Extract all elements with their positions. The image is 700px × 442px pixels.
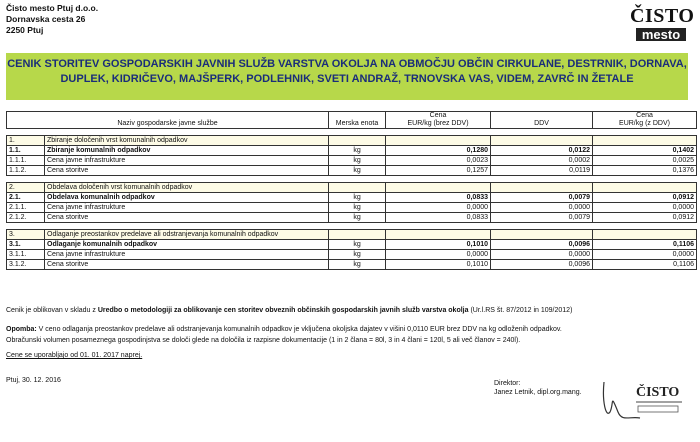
section-number: 1. <box>7 136 45 146</box>
signature-role: Direktor: <box>494 380 521 387</box>
row-total: 0,0000 <box>593 203 697 213</box>
header-unit: Merska enota <box>329 112 386 129</box>
row-vat: 0,0122 <box>491 146 593 156</box>
row-vat: 0,0079 <box>491 193 593 203</box>
section-spacer <box>7 129 697 136</box>
row-price: 0,1010 <box>386 240 491 250</box>
row-total: 0,1402 <box>593 146 697 156</box>
spacer-cell <box>45 223 329 230</box>
row-vat: 0,0000 <box>491 250 593 260</box>
empty-cell <box>593 230 697 240</box>
empty-cell <box>386 136 491 146</box>
spacer-cell <box>45 129 329 136</box>
spacer-cell <box>386 223 491 230</box>
row-name: Cena javne infrastrukture <box>45 156 329 166</box>
empty-cell <box>329 136 386 146</box>
row-price: 0,1257 <box>386 166 491 176</box>
row-unit: kg <box>329 213 386 223</box>
row-vat: 0,0002 <box>491 156 593 166</box>
row-unit: kg <box>329 240 386 250</box>
row-number: 3.1. <box>7 240 45 250</box>
spacer-cell <box>593 223 697 230</box>
empty-cell <box>386 230 491 240</box>
section-row <box>7 183 697 193</box>
row-name: Zbiranje komunalnih odpadkov <box>45 146 329 156</box>
row-name: Cena storitve <box>45 166 329 176</box>
spacer-cell <box>491 129 593 136</box>
row-total: 0,0000 <box>593 250 697 260</box>
row-name: Obdelava komunalnih odpadkov <box>45 193 329 203</box>
row-number: 1.1.2. <box>7 166 45 176</box>
document-title-banner <box>6 53 688 100</box>
row-unit: kg <box>329 156 386 166</box>
table-row <box>7 146 697 156</box>
table-row <box>7 250 697 260</box>
row-unit: kg <box>329 260 386 270</box>
title-line-2: DUPLEK, KIDRIČEVO, MAJŠPERK, PODLEHNIK, SVETI ANDRAŽ, TRNOVSKA VAS, VIDEM, ZAVRČ IN ŽETALE <box>60 73 634 85</box>
stamp-box <box>638 406 678 412</box>
spacer-cell <box>7 223 45 230</box>
empty-cell <box>491 136 593 146</box>
row-unit: kg <box>329 193 386 203</box>
company-logo <box>630 5 695 42</box>
empty-cell <box>329 183 386 193</box>
spacer-cell <box>45 176 329 183</box>
row-price: 0,0833 <box>386 193 491 203</box>
row-vat: 0,0096 <box>491 240 593 250</box>
row-price: 0,0000 <box>386 203 491 213</box>
spacer-cell <box>7 129 45 136</box>
row-vat: 0,0119 <box>491 166 593 176</box>
empty-cell <box>329 230 386 240</box>
legal-basis-note: Cenik je oblikovan v skladu z Uredbo o metodologiji za oblikovanje cen storitev obveznih občinskih gospodarskih javnih služb varstva okolja (Ur.l.RS št. 87/2012 in 109/2012) <box>6 307 573 314</box>
spacer-cell <box>491 176 593 183</box>
section-title: Obdelava določenih vrst komunalnih odpadkov <box>45 183 329 193</box>
header-name: Naziv gospodarske javne službe <box>7 112 329 129</box>
table-row <box>7 203 697 213</box>
section-number: 2. <box>7 183 45 193</box>
row-name: Cena storitve <box>45 260 329 270</box>
validity-note: Cene se uporabljajo od 01. 01. 2017 naprej. <box>6 352 143 359</box>
row-unit: kg <box>329 250 386 260</box>
header-total: Cena EUR/kg (z DDV) <box>593 112 697 129</box>
row-total: 0,1106 <box>593 260 697 270</box>
spacer-cell <box>329 129 386 136</box>
section-spacer <box>7 223 697 230</box>
empty-cell <box>593 183 697 193</box>
signature-block <box>494 379 582 397</box>
row-unit: kg <box>329 166 386 176</box>
price-table <box>6 111 697 270</box>
row-vat: 0,0000 <box>491 203 593 213</box>
spacer-cell <box>329 176 386 183</box>
header-price: Cena EUR/kg (brez DDV) <box>386 112 491 129</box>
spacer-cell <box>386 129 491 136</box>
row-number: 3.1.2. <box>7 260 45 270</box>
row-name: Cena storitve <box>45 213 329 223</box>
empty-cell <box>386 183 491 193</box>
row-price: 0,1280 <box>386 146 491 156</box>
section-row <box>7 136 697 146</box>
row-price: 0,1010 <box>386 260 491 270</box>
row-name: Cena javne infrastrukture <box>45 203 329 213</box>
row-total: 0,0912 <box>593 213 697 223</box>
row-total: 0,0912 <box>593 193 697 203</box>
logo-word-cisto: ČISTO <box>630 5 695 27</box>
table-header-row <box>7 112 697 129</box>
row-unit: kg <box>329 203 386 213</box>
table-row <box>7 193 697 203</box>
section-title: Zbiranje določenih vrst komunalnih odpadkov <box>45 136 329 146</box>
remark-note: Opomba: V ceno odlaganja preostankov predelave ali odstranjevanja komunalnih odpadkov je vključena okoljska dajatev v višini 0,0110 EUR brez DDV na kg odloženih odpadkov. <box>6 326 562 333</box>
row-number: 1.1.1. <box>7 156 45 166</box>
row-vat: 0,0079 <box>491 213 593 223</box>
empty-cell <box>593 136 697 146</box>
handwritten-signature <box>603 382 640 418</box>
table-row <box>7 156 697 166</box>
row-number: 2.1. <box>7 193 45 203</box>
company-city: 2250 Ptuj <box>6 25 44 35</box>
spacer-cell <box>7 176 45 183</box>
stamp-text: ČISTO <box>636 385 680 400</box>
row-total: 0,1376 <box>593 166 697 176</box>
row-total: 0,1106 <box>593 240 697 250</box>
table-row <box>7 213 697 223</box>
title-line-1: CENIK STORITEV GOSPODARSKIH JAVNIH SLUŽB VARSTVA OKOLJA NA OBMOČJU OBČIN CIRKULANE, DESTRNIK, DORNAVA, <box>7 58 687 70</box>
table-row <box>7 260 697 270</box>
header-vat: DDV <box>491 112 593 129</box>
row-price: 0,0000 <box>386 250 491 260</box>
place-date: Ptuj, 30. 12. 2016 <box>6 377 61 384</box>
section-title: Odlaganje preostankov predelave ali odstranjevanja komunalnih odpadkov <box>45 230 329 240</box>
table-row <box>7 166 697 176</box>
spacer-cell <box>593 129 697 136</box>
volume-note: Obračunski volumen posameznega gospodinjstva se določi glede na določila iz razpisne dokumentacije (1 in 2 člana = 80l, 3 in 4 člani = 120l, 5 ali več članov = 240l). <box>6 337 521 344</box>
row-price: 0,0833 <box>386 213 491 223</box>
row-name: Cena javne infrastrukture <box>45 250 329 260</box>
spacer-cell <box>593 176 697 183</box>
spacer-cell <box>491 223 593 230</box>
spacer-cell <box>386 176 491 183</box>
signature-stamp <box>596 372 690 430</box>
section-spacer <box>7 176 697 183</box>
row-number: 1.1. <box>7 146 45 156</box>
company-street: Dornavska cesta 26 <box>6 14 86 24</box>
row-price: 0,0023 <box>386 156 491 166</box>
section-row <box>7 230 697 240</box>
empty-cell <box>491 230 593 240</box>
regulation-name: Uredbo o metodologiji za oblikovanje cen storitev obveznih občinskih gospodarskih javnih služb varstva okolja <box>97 307 469 314</box>
row-vat: 0,0096 <box>491 260 593 270</box>
empty-cell <box>491 183 593 193</box>
row-number: 2.1.1. <box>7 203 45 213</box>
table-row <box>7 240 697 250</box>
company-address <box>6 3 98 36</box>
row-number: 2.1.2. <box>7 213 45 223</box>
row-name: Odlaganje komunalnih odpadkov <box>45 240 329 250</box>
row-number: 3.1.1. <box>7 250 45 260</box>
section-number: 3. <box>7 230 45 240</box>
logo-word-mesto: mesto <box>636 28 686 41</box>
signature-name: Janez Letnik, dipl.org.mang. <box>494 389 582 396</box>
row-total: 0,0025 <box>593 156 697 166</box>
spacer-cell <box>329 223 386 230</box>
company-name: Čisto mesto Ptuj d.o.o. <box>6 3 99 13</box>
row-unit: kg <box>329 146 386 156</box>
